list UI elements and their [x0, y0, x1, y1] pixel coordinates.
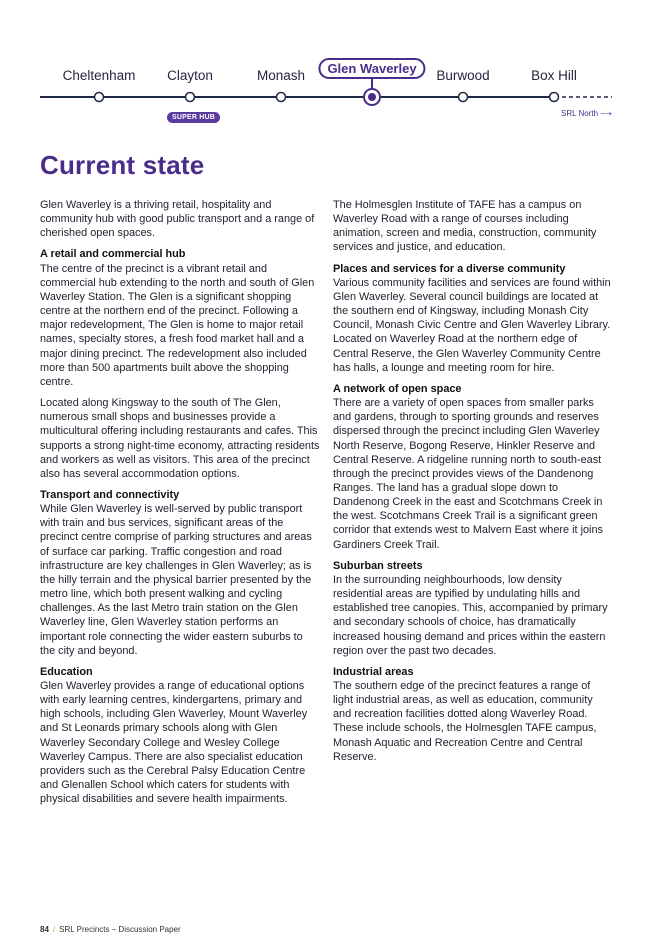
retail-paragraph-2: Located along Kingsway to the south of The Glen, numerous small shops and businesses provide a multicultural offering including restaurants and cafes. This supports a strong night-time economy, attracting residents and workers as well as visitors. This area of the precinct also has several accommodation options.: [40, 397, 320, 480]
education-section: [40, 665, 320, 807]
education-paragraph: Glen Waverley provides a range of educational options with early learning centres, kindergartens, primary and high schools, including Glen Waverley, Mount Waverley and St Leonards primary schools along with Glen Waverley Secondary College and Wesley College Waverley Campus. There are also specialist education providers such as the Cerebral Palsy Education Centre and Glenallen School which caters for students with physical disabilities and severe health impairments.: [40, 680, 308, 806]
station-label-burwood: Burwood: [436, 68, 490, 83]
places-heading: Places and services for a diverse community: [333, 262, 566, 275]
station-label-glen-waverley: Glen Waverley: [318, 58, 425, 79]
open-space-section: [333, 382, 613, 552]
open-space-paragraph: There are a variety of open spaces from smaller parks and gardens, through to sporting grounds and reserves dispersed through the precinct including Glen Waverley North Reserve, Bogong Reserve, Hinkler Reserve and Central Reserve. A ridgeline running north to south-east through the precinct provides views of the Dandenong Ranges. The land has a gradual slope down to Dandenong Creek in the east and Scotchmans Creek in the west. Scotchmans Creek Trail is a significant green corridor that extends west to Malvern East where it joins Gardiners Creek Trail.: [333, 397, 603, 551]
station-label-cheltenham: Cheltenham: [62, 68, 136, 83]
station-dot-box-hill: [550, 93, 559, 102]
transport-section: [40, 488, 320, 658]
station-dot-burwood: [459, 93, 468, 102]
open-space-heading: A network of open space: [333, 382, 462, 395]
transport-heading: Transport and connectivity: [40, 488, 180, 501]
page-number: 84: [40, 925, 49, 934]
station-dot-glen-waverley: [368, 93, 376, 101]
industrial-paragraph: The southern edge of the precinct features a range of light industrial areas, as well as education, community and recreation facilities dotted along Waverley Road. These include schools, the Holmesglen TAFE campus, Monash Aquatic and Recreation Centre and Central Reserve.: [333, 680, 597, 763]
route-map: [0, 0, 652, 130]
industrial-heading: Industrial areas: [333, 665, 414, 678]
suburban-paragraph: In the surrounding neighbourhoods, low density residential areas are typified by undulating hills and established tree canopies. This, accompanied by primary and secondary schools of choice, has dramatically increased housing demand and prices within the eastern region over the past two decades.: [333, 573, 608, 657]
transport-paragraph: While Glen Waverley is well-served by public transport with train and bus services, significant areas of the precinct centre comprise of parking structures and areas of surface car parking. Traffic congestion and road infrastructure are key challenges in Glen Waverley; as is the hilly terrain and the physical barrier presented by the metro line, which both present walking and cycling challenges. As the last Metro train station on the Glen Waverley line, Glen Waverley station performs an important role connecting the wider eastern suburbs to the city and beyond.: [40, 503, 312, 657]
station-label-clayton: Clayton: [167, 68, 213, 83]
page-title: Current state: [40, 150, 205, 180]
intro-paragraph: Glen Waverley is a thriving retail, hospitality and community hub with good public transport and a range of cherished open spaces.: [40, 199, 315, 240]
station-dot-monash: [277, 93, 286, 102]
page-footer: [40, 925, 181, 934]
right-column: [333, 198, 613, 771]
station-dot-clayton: [186, 93, 195, 102]
retail-paragraph-1: The centre of the precinct is a vibrant retail and commercial hub extending to the north and south of Glen Waverley Station. The Glen is a significant shopping centre at the northern end of the precinct. Following a major redevelopment, The Glen is home to major retail names, specialty stores, a fresh food market hall and a major dining precinct. The redevelopment also included more than 500 apartments built above the shopping centre.: [40, 262, 315, 388]
industrial-section: [333, 665, 613, 764]
left-column: [40, 198, 320, 813]
document-title: SRL Precincts – Discussion Paper: [59, 925, 181, 934]
srl-north-direction: SRL North ⟶: [561, 109, 612, 118]
suburban-section: [333, 559, 613, 658]
station-dot-cheltenham: [95, 93, 104, 102]
super-hub-badge: SUPER HUB: [167, 112, 220, 123]
station-label-monash: Monash: [256, 68, 306, 83]
suburban-heading: Suburban streets: [333, 559, 423, 572]
retail-section: [40, 247, 320, 481]
retail-heading: A retail and commercial hub: [40, 248, 186, 261]
places-paragraph: Various community facilities and services are found within Glen Waverley. Several council buildings are located at the southern end of Kingsway, including Monash City Council, Monash Civic Centre and Glen Waverley Library. Located on Waverley Road at the northern edge of Central Reserve, the Glen Waverley Community Centre has halls, a lounge and meeting room for hire.: [333, 276, 611, 374]
footer-separator: /: [52, 925, 56, 934]
station-label-box-hill: Box Hill: [531, 68, 577, 83]
places-section: [333, 262, 613, 375]
education-heading: Education: [40, 665, 93, 678]
tafe-paragraph: The Holmesglen Institute of TAFE has a campus on Waverley Road with a range of courses including animation, screen and media, construction, community services and justice, and education.: [333, 199, 597, 254]
